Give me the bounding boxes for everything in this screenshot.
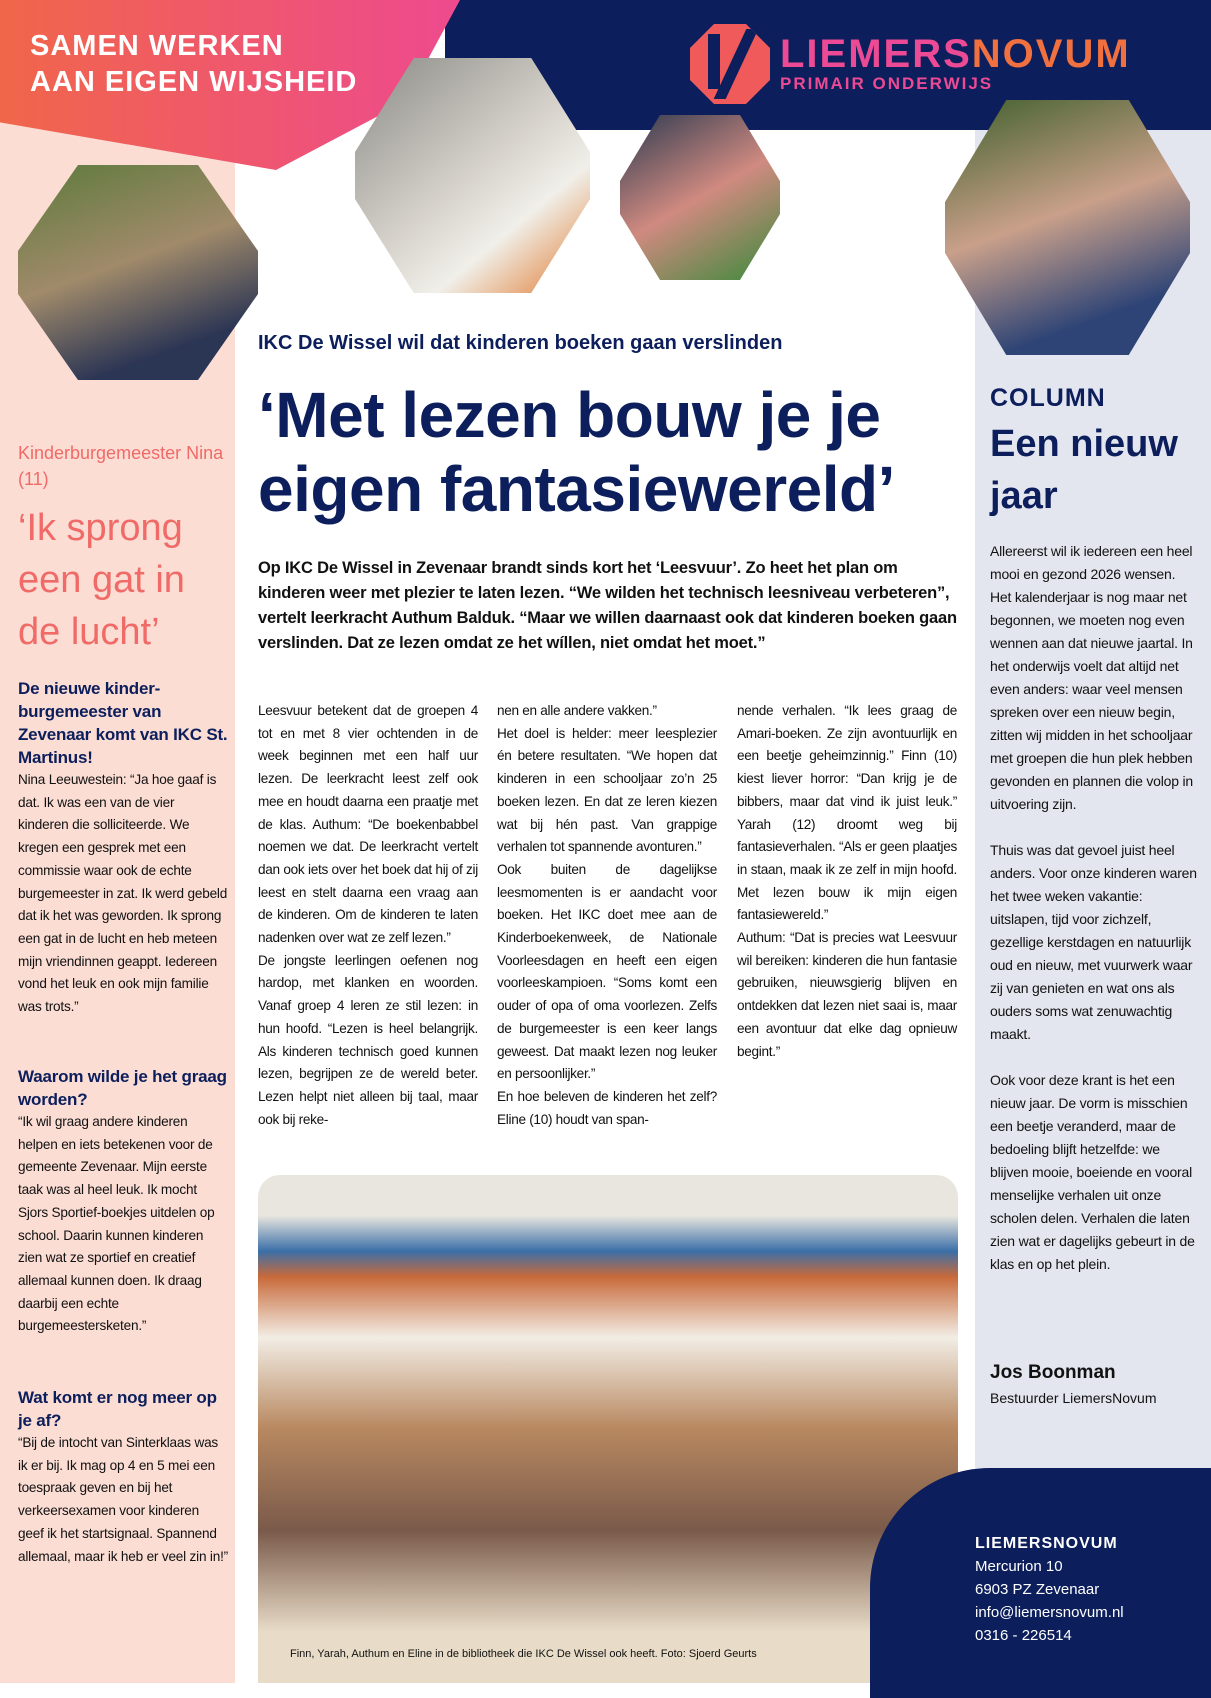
contact-street: Mercurion 10 <box>975 1558 1063 1575</box>
contact-org: LIEMERSNOVUM <box>975 1535 1118 1552</box>
contact-phone: 0316 - 226514 <box>975 1627 1072 1644</box>
contact-block <box>975 1532 1124 1647</box>
photo-library <box>258 1175 958 1683</box>
section-heading: Waarom wilde je het graag worden? <box>18 1067 227 1109</box>
column-label: COLUMN <box>990 384 1106 412</box>
logo-subtitle: PRIMAIR ONDERWIJS <box>780 74 994 93</box>
column-author: Jos Boonman <box>990 1362 1116 1383</box>
slogan-line-2: AAN EIGEN WIJSHEID <box>30 66 358 98</box>
column-author-role: Bestuurder LiemersNovum <box>990 1390 1157 1406</box>
article-kicker: IKC De Wissel wil dat kinderen boeken gaan verslinden <box>258 332 783 354</box>
contact-email[interactable]: info@liemersnovum.nl <box>975 1604 1124 1621</box>
slogan-line-1: SAMEN WERKEN <box>30 30 284 62</box>
section-text: “Ik wil graag andere kinderen helpen en iets betekenen voor de gemeente Zevenaar. Mijn eerste taak was al heel leuk. Ik mocht Sjors Sportief-boekjes uitdelen op school. Daarin kunnen kinderen zien wat ze sportief en creatief allemaal kunnen doen. Ik draag daarbij een echte burgemeestersketen.” <box>18 1114 215 1334</box>
column-title: Een nieuw jaar <box>990 423 1178 517</box>
photo-caption: Finn, Yarah, Authum en Eline in de bibliotheek die IKC De Wissel ook heeft. Foto: Sjoerd Geurts <box>290 1648 757 1660</box>
slogan <box>30 28 357 100</box>
sidebar-quote: ‘Ik sprong een gat in de lucht’ <box>18 507 185 653</box>
sidebar-section <box>18 1065 228 1338</box>
sidebar-section <box>18 677 228 1019</box>
article-column-2: nen en alle andere vakken.” Het doel is helder: meer leesplezier én betere resultaten. “We hopen dat kinderen in een schooljaar zo’n 25 boeken lezen. En dat ze leren kiezen wat bij hén past. Van grappige verhalen tot spannende avonturen.” Ook buiten de dagelijkse leesmomenten is er aandacht voor boeken. Het IKC doet mee aan de Kinderboekenweek, de Nationale Voorleesdagen en heeft een eigen voorleeskampioen. “Soms komt een ouder of opa of oma voorlezen. Zelfs de burgemeester is een keer langs geweest. Dat maakt lezen nog leuker en persoonlijker.” En hoe beleven de kinderen het zelf? Eline (10) houdt van span- <box>497 703 717 1127</box>
logo <box>690 24 1131 104</box>
sidebar-label: Kinderburgemeester Nina (11) <box>18 443 224 489</box>
section-text: Nina Leeuwestein: “Ja hoe gaaf is dat. Ik was een van de vier kinderen die solliciteerde. We kregen een gesprek met een commissie waar ook de echte burgemeester in zat. Ik werd gebeld dat ik het was geworden. Ik sprong een gat in de lucht en heb meteen mijn vriendinnen geappt. Iedereen vond het leuk en ook mijn familie was trots.” <box>18 772 228 1015</box>
article-intro: Op IKC De Wissel in Zevenaar brandt sinds kort het ‘Leesvuur’. Zo heet het plan om kinderen weer met plezier te laten lezen. “We wilden het technisch leesniveau verbeteren”, vertelt leerkracht Authum Balduk. “Maar we willen daarnaast ook dat kinderen boeken gaan verslinden. Dat ze lezen omdat ze het wíllen, niet omdat het moet.” <box>258 559 957 652</box>
photo-girl-playing <box>620 115 780 280</box>
contact-city: 6903 PZ Zevenaar <box>975 1581 1100 1598</box>
logo-mark-icon <box>690 24 770 104</box>
article-column-3: nende verhalen. “Ik lees graag de Amari-boeken. Ze zijn avontuurlijk en een beetje geheimzinnig.” Finn (10) kiest liever horror: “Dan krijg je de bibbers, maar dat vind ik juist leuk.” Yarah (12) droomt weg bij fantasieverhalen. “Als er geen plaatjes in staan, maak ik ze zelf in mijn hoofd. Met lezen bouw ik mijn eigen fantasiewereld.” Authum: “Dat is precies wat Leesvuur wil bereiken: kinderen die hun fantasie gebruiken, nieuwsgierig blijven en ontdekken dat lezen niet saai is, maar een avontuur dat elke dag opnieuw begint.” <box>737 703 957 1059</box>
logo-name: LIEMERSNOVUM <box>780 32 1131 76</box>
sidebar-section <box>18 1386 228 1568</box>
section-heading: Wat komt er nog meer op je af? <box>18 1388 217 1430</box>
article-column-1: Leesvuur betekent dat de groepen 4 tot en met 8 vier ochtenden in de week beginnen met een half uur lezen. De leerkracht leest zelf ook mee en houdt daarna een praatje met de klas. Authum: “De boekenbabbel noemen we dat. De leerkracht vertelt dan ook iets over het boek dat hij of zij leest en stelt daarna een vraag aan de kinderen. Om de kinderen te laten nadenken over wat ze zelf lezen.” De jongste leerlingen oefenen nog hardop, met klanken en woorden. Vanaf groep 4 leren ze stil lezen: in hun hoofd. “Lezen is heel belangrijk. Als kinderen technisch goed kunnen lezen, begrijpen ze de wereld beter. Lezen helpt niet alleen bij taal, maar ook bij reke- <box>258 703 478 1127</box>
column-body: Allereerst wil ik iedereen een heel mooi en gezond 2026 wensen. Het kalenderjaar is nog maar net begonnen, we moeten nog even wennen aan dat nieuwe jaartal. In het onderwijs voelt dat altijd net even anders: waar veel mensen spreken over een nieuw begin, zitten wij midden in het schooljaar met groepen die hun plek hebben gevonden en plannen die volop in uitvoering zijn. Thuis was dat gevoel juist heel anders. Voor onze kinderen waren het twee weken vakantie: uitslapen, tijd voor zichzelf, gezellige kerstdagen en natuurlijk oud en nieuw, met vuurwerk waar zij van genieten en wat ons als ouders soms wat zenuwachtig maakt. Ook voor deze krant is het een nieuw jaar. De vorm is misschien een beetje veranderd, maar de bedoeling blijft hetzelfde: we blijven mooie, boeiende en vooral menselijke verhalen uit onze scholen delen. Verhalen die laten zien wat er dagelijks gebeurt in de klas en op het plein. <box>990 543 1197 1272</box>
article-headline: ‘Met lezen bouw je je eigen fantasiewereld’ <box>258 379 895 525</box>
section-heading: De nieuwe kinder-burgemeester van Zevenaar komt van IKC St. Martinus! <box>18 679 228 767</box>
section-text: “Bij de intocht van Sinterklaas was ik er bij. Ik mag op 4 en 5 mei een toespraak geven en bij het verkeersexamen voor kinderen geef ik het startsignaal. Spannend allemaal, maar ik heb er veel zin in!” <box>18 1435 228 1564</box>
